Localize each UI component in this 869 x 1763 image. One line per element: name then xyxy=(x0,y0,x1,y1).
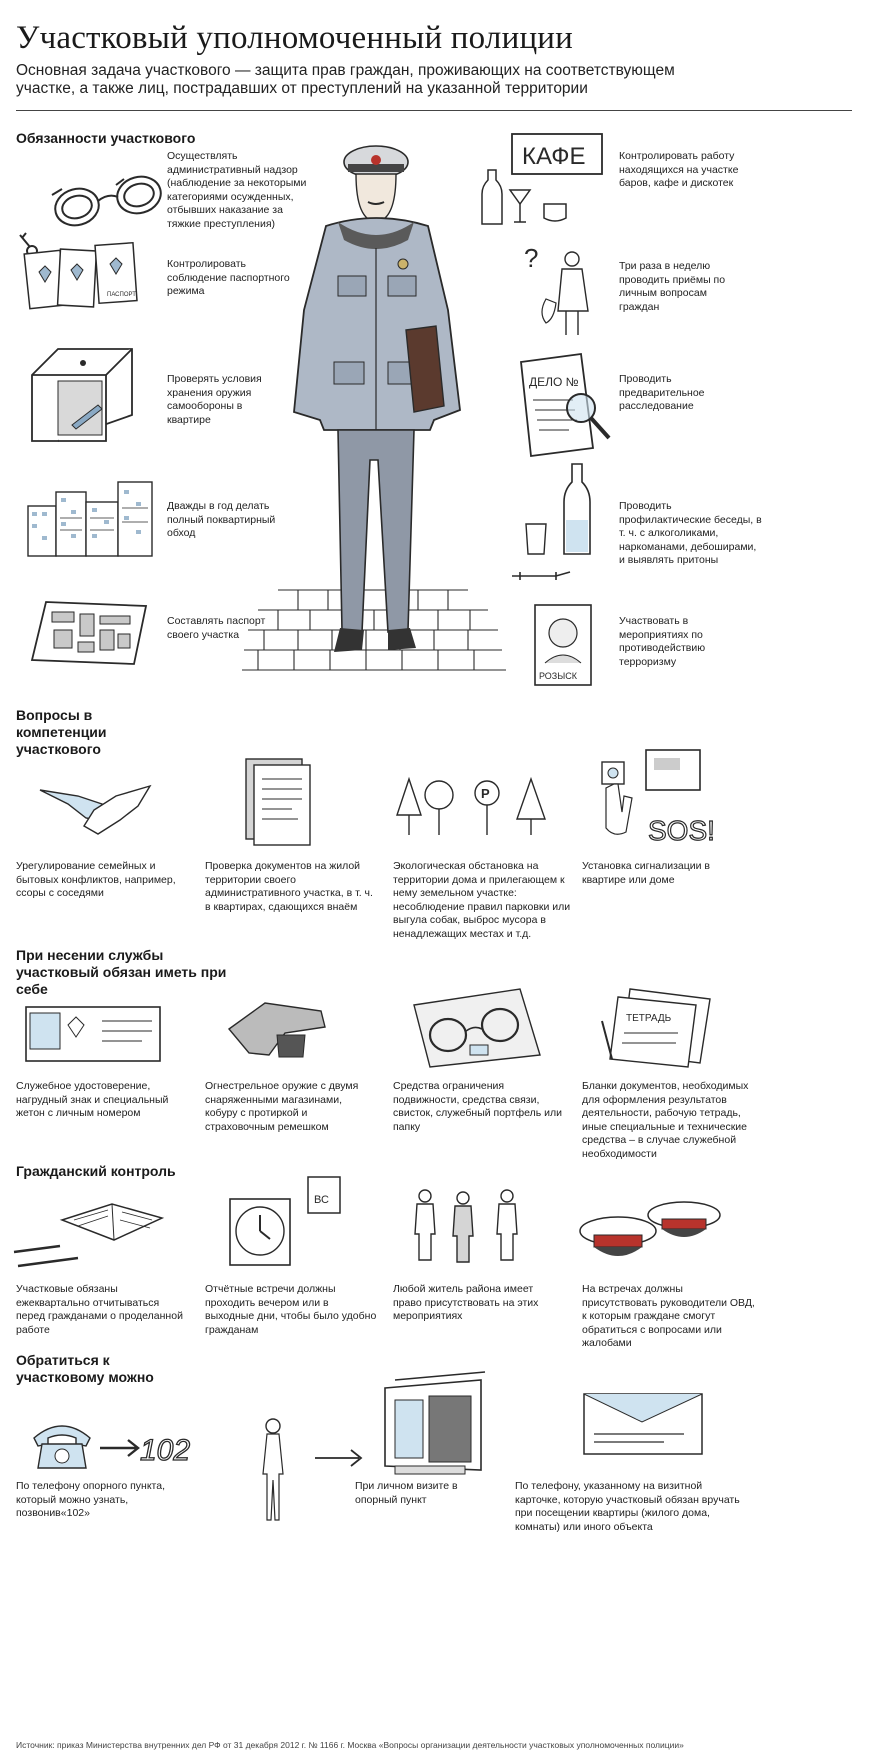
carry-heading: При несении службы участковый обязан иметь при себе xyxy=(16,947,227,997)
carry-forms-text: Бланки документов, необходимых для оформления результатов деятельности, рабочую тетрадь, иные специальные и технические средства – в случае служебной необходимости xyxy=(582,1080,749,1160)
police-id-card-icon xyxy=(24,1005,164,1065)
competence-documents-text: Проверка документов на жилой территории своего административного участка, в т. ч. в квартирах, сдающихся внаём xyxy=(205,860,373,913)
pistol-holster-icon xyxy=(225,995,335,1065)
contact-phone-text: По телефону опорного пункта, который можно узнать, позвонив«102» xyxy=(16,1480,165,1519)
case-file-icon xyxy=(515,350,615,460)
competence-heading: Вопросы в компетенции участкового xyxy=(16,707,107,757)
duty-door-to-door-text: Дважды в год делать полный поквартирный обход xyxy=(167,500,276,539)
civil-leadership-text: На встречах должны присутствовать руководители ОВД, к которым граждане смогут обратиться с вопросами или жалобами xyxy=(582,1283,755,1349)
wanted-label: РОЗЫСК xyxy=(539,671,577,681)
citizen-reception-icon xyxy=(520,245,600,340)
passport-label: ПАСПОРТ xyxy=(107,292,136,298)
ecology-trees-icon xyxy=(395,775,555,840)
open-book-pens-icon xyxy=(12,1200,172,1270)
cafe-sign-label: КАФЕ xyxy=(522,143,586,170)
police-officer-illustration xyxy=(238,130,513,710)
notebook-forms-icon xyxy=(600,985,715,1070)
residents-figures-icon xyxy=(405,1188,530,1263)
telephone-icon xyxy=(28,1412,198,1472)
competence-conflicts-text: Урегулирование семейных и бытовых конфликтов, например, ссоры с соседями xyxy=(16,860,176,899)
district-map-icon xyxy=(30,598,150,668)
duty-prevention-text: Проводить профилактические беседы, в т. ч. с алкоголиками, наркоманами, дебоширами, и выявлять притоны xyxy=(619,500,762,566)
civil-attendance-text: Любой житель района имеет право присутствовать на этих мероприятиях xyxy=(393,1283,539,1322)
parking-sign-label: P xyxy=(481,786,490,801)
clock-calendar-icon xyxy=(228,1175,348,1270)
svg-text:?: ? xyxy=(524,243,539,273)
duty-passport-text: Контролировать соблюдение паспортного режима xyxy=(167,258,290,297)
apartment-buildings-icon xyxy=(26,478,156,558)
duty-cafe-control-text: Контролировать работу находящихся на участке баров, кафе и дискотек xyxy=(619,150,739,189)
case-file-label: ДЕЛО № xyxy=(529,375,579,389)
contact-card-text: По телефону, указанному на визитной карточке, которую участковый обязан вручать при посещении квартиры (жилого дома, комнаты) или иного объекта xyxy=(515,1480,740,1533)
contact-visit-text: При личном визите в опорный пункт xyxy=(355,1480,458,1506)
duty-weapons-text: Проверять условия хранения оружия самообороны в квартире xyxy=(167,373,262,426)
notebook-label: ТЕТРАДЬ xyxy=(626,1013,672,1024)
duty-antiterror-text: Участвовать в мероприятиях по противодействию терроризму xyxy=(619,615,706,668)
alcohol-drugs-icon xyxy=(510,460,600,585)
carry-id-text: Служебное удостоверение, нагрудный знак и специальный жетон с личным номером xyxy=(16,1080,169,1119)
passports-icon xyxy=(25,240,150,315)
duty-investigation-text: Проводить предварительное расследование xyxy=(619,373,705,412)
civil-reports-text: Участковые обязаны ежеквартально отчитываться перед гражданами о проделанной работе xyxy=(16,1283,183,1336)
carry-weapon-text: Огнестрельное оружие с двумя снаряженными магазинами, кобуру с протиркой и страховочным ремешком xyxy=(205,1080,359,1133)
civil-heading: Гражданский контроль xyxy=(16,1163,176,1179)
header-divider xyxy=(16,110,852,111)
source-note: Источник: приказ Министерства внутренних дел РФ от 31 декабря 2012 г. № 1166 г. Москва «Вопросы организации деятельности участковых уполномоченных полиции» xyxy=(16,1740,684,1750)
duties-heading: Обязанности участкового xyxy=(16,130,196,146)
duty-supervision-text: Осуществлять административный надзор (наблюдение за некоторыми категориями осужденных, отбывших наказание за тяжкие преступления) xyxy=(167,150,307,230)
carry-restraints-text: Средства ограничения подвижности, средства связи, свисток, служебный портфель или папку xyxy=(393,1080,562,1133)
wanted-poster-icon xyxy=(533,603,595,688)
contact-heading: Обратиться к участковому можно xyxy=(16,1352,154,1385)
competence-alarm-text: Установка сигнализации в квартире или доме xyxy=(582,860,711,886)
calendar-label: ВС xyxy=(314,1194,329,1206)
officer-caps-icon xyxy=(578,1195,723,1270)
page-subtitle: Основная задача участкового — защита прав граждан, проживающих на соответствующем участке, а также лиц, пострадавших от преступлений на указанной территории xyxy=(16,62,675,97)
duty-district-passport-text: Составлять паспорт своего участка xyxy=(167,615,266,641)
civil-meetings-text: Отчётные встречи должны проходить вечером или в выходные дни, чтобы было удобно гражданам xyxy=(205,1283,377,1336)
gun-safe-icon xyxy=(28,345,143,455)
alarm-sos-icon xyxy=(600,748,715,848)
cafe-bar-icon xyxy=(480,130,605,230)
handcuffs-briefcase-icon xyxy=(410,985,545,1070)
competence-ecology-text: Экологическая обстановка на территории дома и прилегающем к нему земельном участке: несоблюдение правил парковки или выгула собак, выброс мусора в ненадлежащих местах и т.д. xyxy=(393,860,571,940)
duty-reception-text: Три раза в неделю проводить приёмы по личным вопросам граждан xyxy=(619,260,726,313)
handshake-icon xyxy=(38,770,153,840)
sos-label: SOS! xyxy=(648,815,715,846)
page-title: Участковый уполномоченный полиции xyxy=(16,20,574,56)
documents-check-icon xyxy=(240,755,320,850)
business-card-icon xyxy=(582,1390,707,1460)
phone-number-label: 102 xyxy=(140,1434,191,1467)
